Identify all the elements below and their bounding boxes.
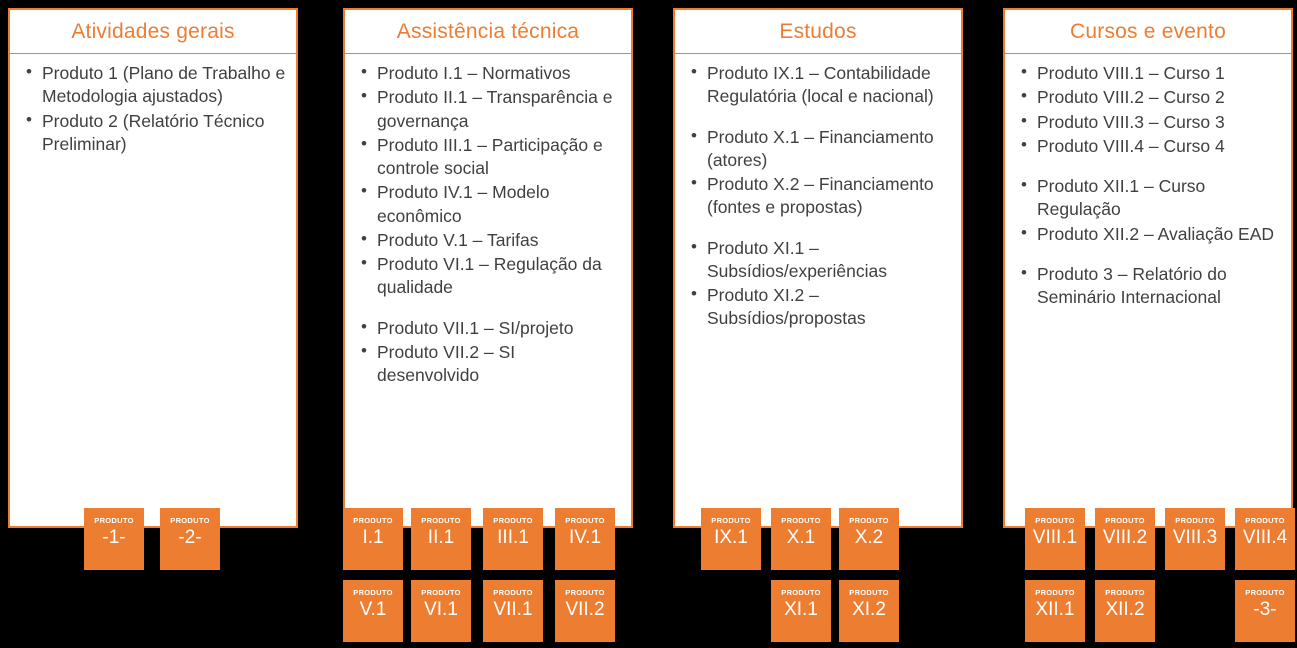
chip-kicker: PRODUTO xyxy=(1105,588,1145,597)
chip-code: II.1 xyxy=(427,526,455,548)
chip-code: XI.1 xyxy=(784,598,818,620)
column-body xyxy=(1005,54,1291,316)
chip-code: I.1 xyxy=(362,526,384,548)
chip-code: XI.2 xyxy=(852,598,886,620)
product-list xyxy=(359,62,621,387)
chip-kicker: PRODUTO xyxy=(421,588,461,597)
list-item: • Produto II.1 – Transparência e governança xyxy=(359,86,621,133)
product-list xyxy=(689,62,951,331)
product-chip[interactable] xyxy=(771,580,831,642)
product-chip[interactable] xyxy=(1025,508,1085,570)
list-spacer xyxy=(689,221,951,237)
column-assistencia-tecnica xyxy=(343,8,633,632)
chip-group xyxy=(8,508,298,648)
column-card xyxy=(673,8,963,528)
product-chip[interactable] xyxy=(839,508,899,570)
column-card xyxy=(8,8,298,528)
column-atividades-gerais xyxy=(8,8,298,632)
column-card xyxy=(1003,8,1293,528)
product-chip[interactable] xyxy=(555,580,615,642)
list-item: • Produto 1 (Plano de Trabalho e Metodologia ajustados) xyxy=(24,62,286,109)
product-chip[interactable] xyxy=(343,508,403,570)
list-item: • Produto 3 – Relatório do Seminário Internacional xyxy=(1019,263,1281,310)
list-item: • Produto XI.2 – Subsídios/propostas xyxy=(689,284,951,331)
column-body xyxy=(10,54,296,163)
list-item: • Produto X.2 – Financiamento (fontes e propostas) xyxy=(689,173,951,220)
chip-kicker: PRODUTO xyxy=(421,516,461,525)
chip-kicker: PRODUTO xyxy=(1245,588,1285,597)
list-item: • Produto IV.1 – Modelo econômico xyxy=(359,181,621,228)
chip-code: VII.2 xyxy=(565,598,605,620)
column-body xyxy=(345,54,631,394)
list-item: • Produto III.1 – Participação e controle social xyxy=(359,134,621,181)
column-card xyxy=(343,8,633,528)
product-chip[interactable] xyxy=(411,580,471,642)
list-item: • Produto VIII.4 – Curso 4 xyxy=(1019,135,1281,158)
list-item: • Produto 2 (Relatório Técnico Preliminar) xyxy=(24,110,286,157)
chip-code: -2- xyxy=(178,526,202,548)
chip-code: X.1 xyxy=(786,526,816,548)
product-chip[interactable] xyxy=(1235,508,1295,570)
product-chip[interactable] xyxy=(411,508,471,570)
chip-kicker: PRODUTO xyxy=(849,588,889,597)
list-item: • Produto XII.1 – Curso Regulação xyxy=(1019,175,1281,222)
chip-kicker: PRODUTO xyxy=(1035,588,1075,597)
product-list xyxy=(1019,62,1281,309)
list-item: • Produto XI.1 – Subsídios/experiências xyxy=(689,237,951,284)
chip-kicker: PRODUTO xyxy=(781,516,821,525)
list-item: • Produto IX.1 – Contabilidade Regulatória (local e nacional) xyxy=(689,62,951,109)
chip-code: VIII.3 xyxy=(1172,526,1218,548)
chip-kicker: PRODUTO xyxy=(353,588,393,597)
product-chip[interactable] xyxy=(1235,580,1295,642)
list-item: • Produto VII.1 – SI/projeto xyxy=(359,317,621,340)
chip-kicker: PRODUTO xyxy=(493,516,533,525)
product-chip[interactable] xyxy=(701,508,761,570)
chip-code: XII.2 xyxy=(1105,598,1145,620)
chip-code: X.2 xyxy=(854,526,884,548)
chip-code: V.1 xyxy=(359,598,387,620)
list-item: • Produto VIII.2 – Curso 2 xyxy=(1019,86,1281,109)
list-item: • Produto VII.2 – SI desenvolvido xyxy=(359,341,621,388)
chip-code: VI.1 xyxy=(424,598,458,620)
chip-code: IX.1 xyxy=(714,526,748,548)
chip-code: IV.1 xyxy=(568,526,602,548)
chip-code: III.1 xyxy=(497,526,529,548)
product-list xyxy=(24,62,286,156)
chip-code: VIII.2 xyxy=(1102,526,1148,548)
column-title: Estudos xyxy=(675,10,961,54)
list-spacer xyxy=(359,301,621,317)
product-chip[interactable] xyxy=(343,580,403,642)
list-item: • Produto V.1 – Tarifas xyxy=(359,229,621,252)
chip-code: VII.1 xyxy=(493,598,533,620)
chip-code: -3- xyxy=(1253,598,1277,620)
chip-kicker: PRODUTO xyxy=(565,588,605,597)
chip-code: VIII.1 xyxy=(1032,526,1078,548)
chip-group xyxy=(343,508,633,648)
list-item: • Produto X.1 – Financiamento (atores) xyxy=(689,126,951,173)
column-title: Atividades gerais xyxy=(10,10,296,54)
list-item: • Produto I.1 – Normativos xyxy=(359,62,621,85)
chip-kicker: PRODUTO xyxy=(1175,516,1215,525)
list-spacer xyxy=(1019,247,1281,263)
list-spacer xyxy=(689,110,951,126)
product-chip[interactable] xyxy=(160,508,220,570)
product-chip[interactable] xyxy=(483,580,543,642)
column-title: Assistência técnica xyxy=(345,10,631,54)
list-spacer xyxy=(1019,159,1281,175)
list-item: • Produto VIII.3 – Curso 3 xyxy=(1019,111,1281,134)
chip-group xyxy=(673,508,963,648)
product-chip[interactable] xyxy=(1025,580,1085,642)
chip-code: XII.1 xyxy=(1035,598,1075,620)
chip-kicker: PRODUTO xyxy=(1035,516,1075,525)
column-title: Cursos e evento xyxy=(1005,10,1291,54)
list-item: • Produto VIII.1 – Curso 1 xyxy=(1019,62,1281,85)
chip-kicker: PRODUTO xyxy=(565,516,605,525)
product-chip[interactable] xyxy=(771,508,831,570)
chip-kicker: PRODUTO xyxy=(849,516,889,525)
chip-kicker: PRODUTO xyxy=(711,516,751,525)
product-chip[interactable] xyxy=(84,508,144,570)
product-chip[interactable] xyxy=(1095,580,1155,642)
chip-kicker: PRODUTO xyxy=(353,516,393,525)
chip-kicker: PRODUTO xyxy=(94,516,134,525)
column-cursos-e-evento xyxy=(1003,8,1293,632)
chip-kicker: PRODUTO xyxy=(1105,516,1145,525)
chip-kicker: PRODUTO xyxy=(493,588,533,597)
list-item: • Produto VI.1 – Regulação da qualidade xyxy=(359,253,621,300)
column-estudos xyxy=(673,8,963,632)
chip-kicker: PRODUTO xyxy=(781,588,821,597)
product-chip[interactable] xyxy=(555,508,615,570)
list-item: • Produto XII.2 – Avaliação EAD xyxy=(1019,223,1281,246)
chip-code: VIII.4 xyxy=(1242,526,1288,548)
chip-kicker: PRODUTO xyxy=(170,516,210,525)
product-chip[interactable] xyxy=(1095,508,1155,570)
chip-code: -1- xyxy=(102,526,126,548)
product-chip[interactable] xyxy=(483,508,543,570)
column-body xyxy=(675,54,961,338)
chip-group xyxy=(1003,508,1293,648)
product-chip[interactable] xyxy=(1165,508,1225,570)
chip-kicker: PRODUTO xyxy=(1245,516,1285,525)
product-chip[interactable] xyxy=(839,580,899,642)
